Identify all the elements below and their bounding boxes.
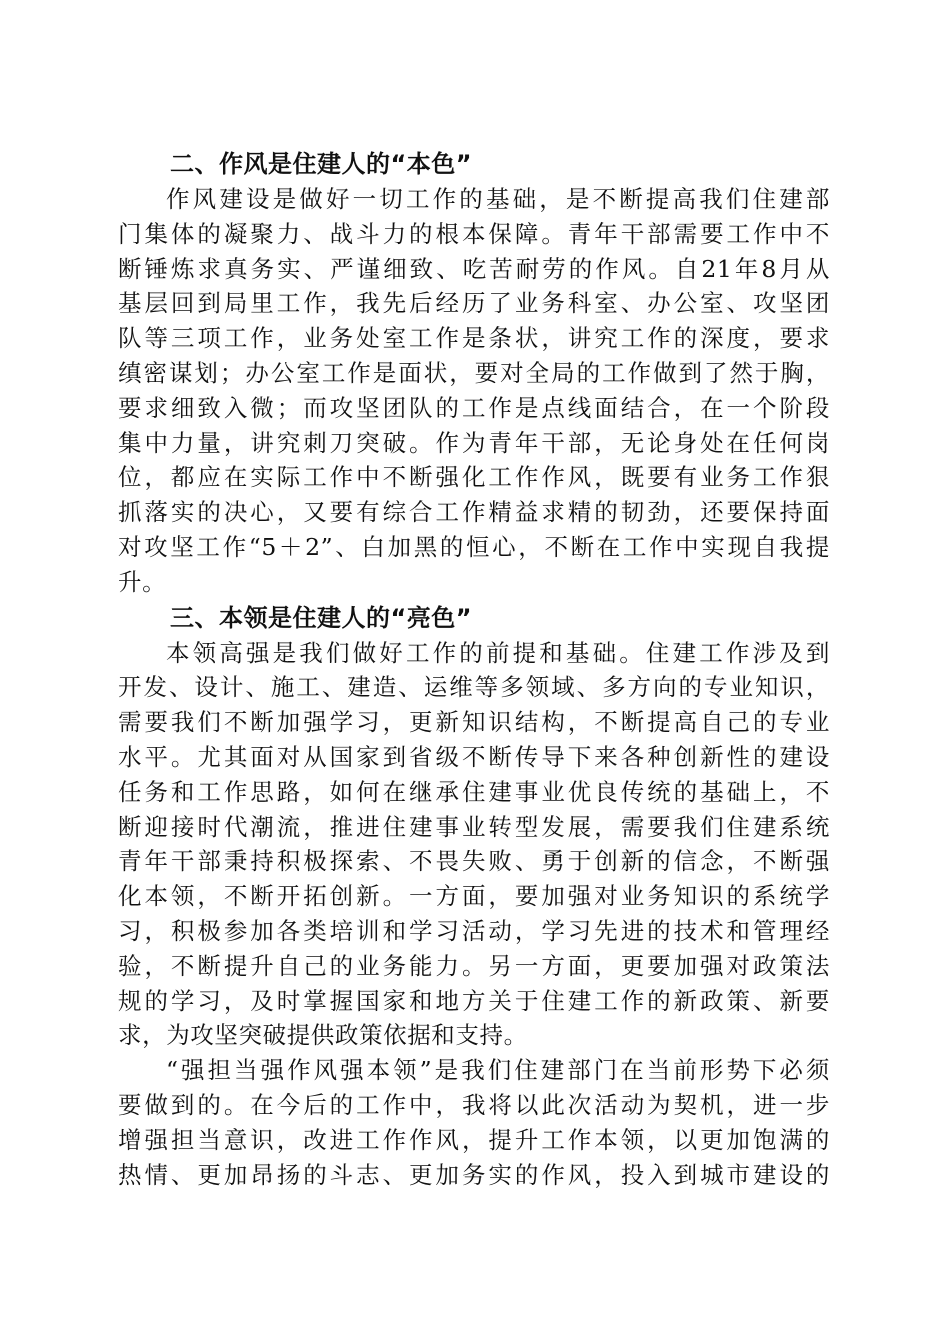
text-line: 要求细致入微；而攻坚团队的工作是点线面结合，在一个阶段 <box>118 393 830 422</box>
text-line: 作风建设是做好一切工作的基础，是不断提高我们住建部 <box>166 185 830 213</box>
text-line: 抓落实的决心，又要有综合工作精益求精的韧劲，还要保持面 <box>118 498 830 527</box>
text-line: 热情、更加昂扬的斗志、更加务实的作风，投入到城市建设的 <box>118 1160 830 1189</box>
section-heading-conduct: 二、作风是住建人的“本色” <box>170 150 473 178</box>
text-line: 规的学习，及时掌握国家和地方关于住建工作的新政策、新要 <box>118 986 830 1015</box>
text-line: 水平。尤其面对从国家到省级不断传导下来各种创新性的建设 <box>118 742 830 771</box>
text-line: 开发、设计、施工、建造、运维等多领域、多方向的专业知识， <box>118 673 830 702</box>
text-line: 增强担当意识，改进工作作风，提升工作本领，以更加饱满的 <box>118 1125 830 1154</box>
text-line: 青年干部秉持积极探索、不畏失败、勇于创新的信念，不断强 <box>118 847 830 876</box>
text-line: 任务和工作思路，如何在继承住建事业优良传统的基础上，不 <box>118 777 830 806</box>
paragraph-skills <box>118 636 830 1054</box>
text-line: 习，积极参加各类培训和学习活动，学习先进的技术和管理经 <box>118 916 830 945</box>
text-line: 需要我们不断加强学习，更新知识结构，不断提高自己的专业 <box>118 708 830 737</box>
document-body <box>118 146 830 1192</box>
text-line: 验，不断提升自己的业务能力。另一方面，更要加强对政策法 <box>118 951 830 980</box>
text-line: 化本领，不断开拓创新。一方面，要加强对业务知识的系统学 <box>118 882 830 911</box>
text-line: 本领高强是我们做好工作的前提和基础。住建工作涉及到 <box>166 638 830 667</box>
text-line: “强担当强作风强本领”是我们住建部门在当前形势下必须 <box>166 1056 830 1085</box>
text-line: 要做到的。在今后的工作中，我将以此次活动为契机，进一步 <box>118 1090 830 1119</box>
text-line: 集中力量，讲究刺刀突破。作为青年干部，无论身处在任何岗 <box>118 428 830 457</box>
text-line: 队等三项工作，业务处室工作是条状，讲究工作的深度，要求 <box>118 324 830 353</box>
text-line: 基层回到局里工作，我先后经历了业务科室、办公室、攻坚团 <box>118 289 830 318</box>
paragraph-conduct <box>118 182 830 600</box>
paragraph-closing <box>118 1053 830 1192</box>
text-line: 门集体的凝聚力、战斗力的根本保障。青年干部需要工作中不 <box>118 219 830 248</box>
text-line: 升。 <box>118 567 167 596</box>
text-line: 断锤炼求真务实、严谨细致、吃苦耐劳的作风。自21年8月从 <box>118 254 830 283</box>
text-line: 位，都应在实际工作中不断强化工作作风，既要有业务工作狠 <box>118 463 830 492</box>
section-heading-skills: 三、本领是住建人的“亮色” <box>170 603 473 632</box>
text-line: 缜密谋划；办公室工作是面状，要对全局的工作做到了然于胸， <box>118 358 830 387</box>
text-line: 求，为攻坚突破提供政策依据和支持。 <box>118 1021 528 1050</box>
text-line: 对攻坚工作“5＋2”、白加黑的恒心，不断在工作中实现自我提 <box>118 532 830 561</box>
text-line: 断迎接时代潮流，推进住建事业转型发展，需要我们住建系统 <box>118 812 830 841</box>
